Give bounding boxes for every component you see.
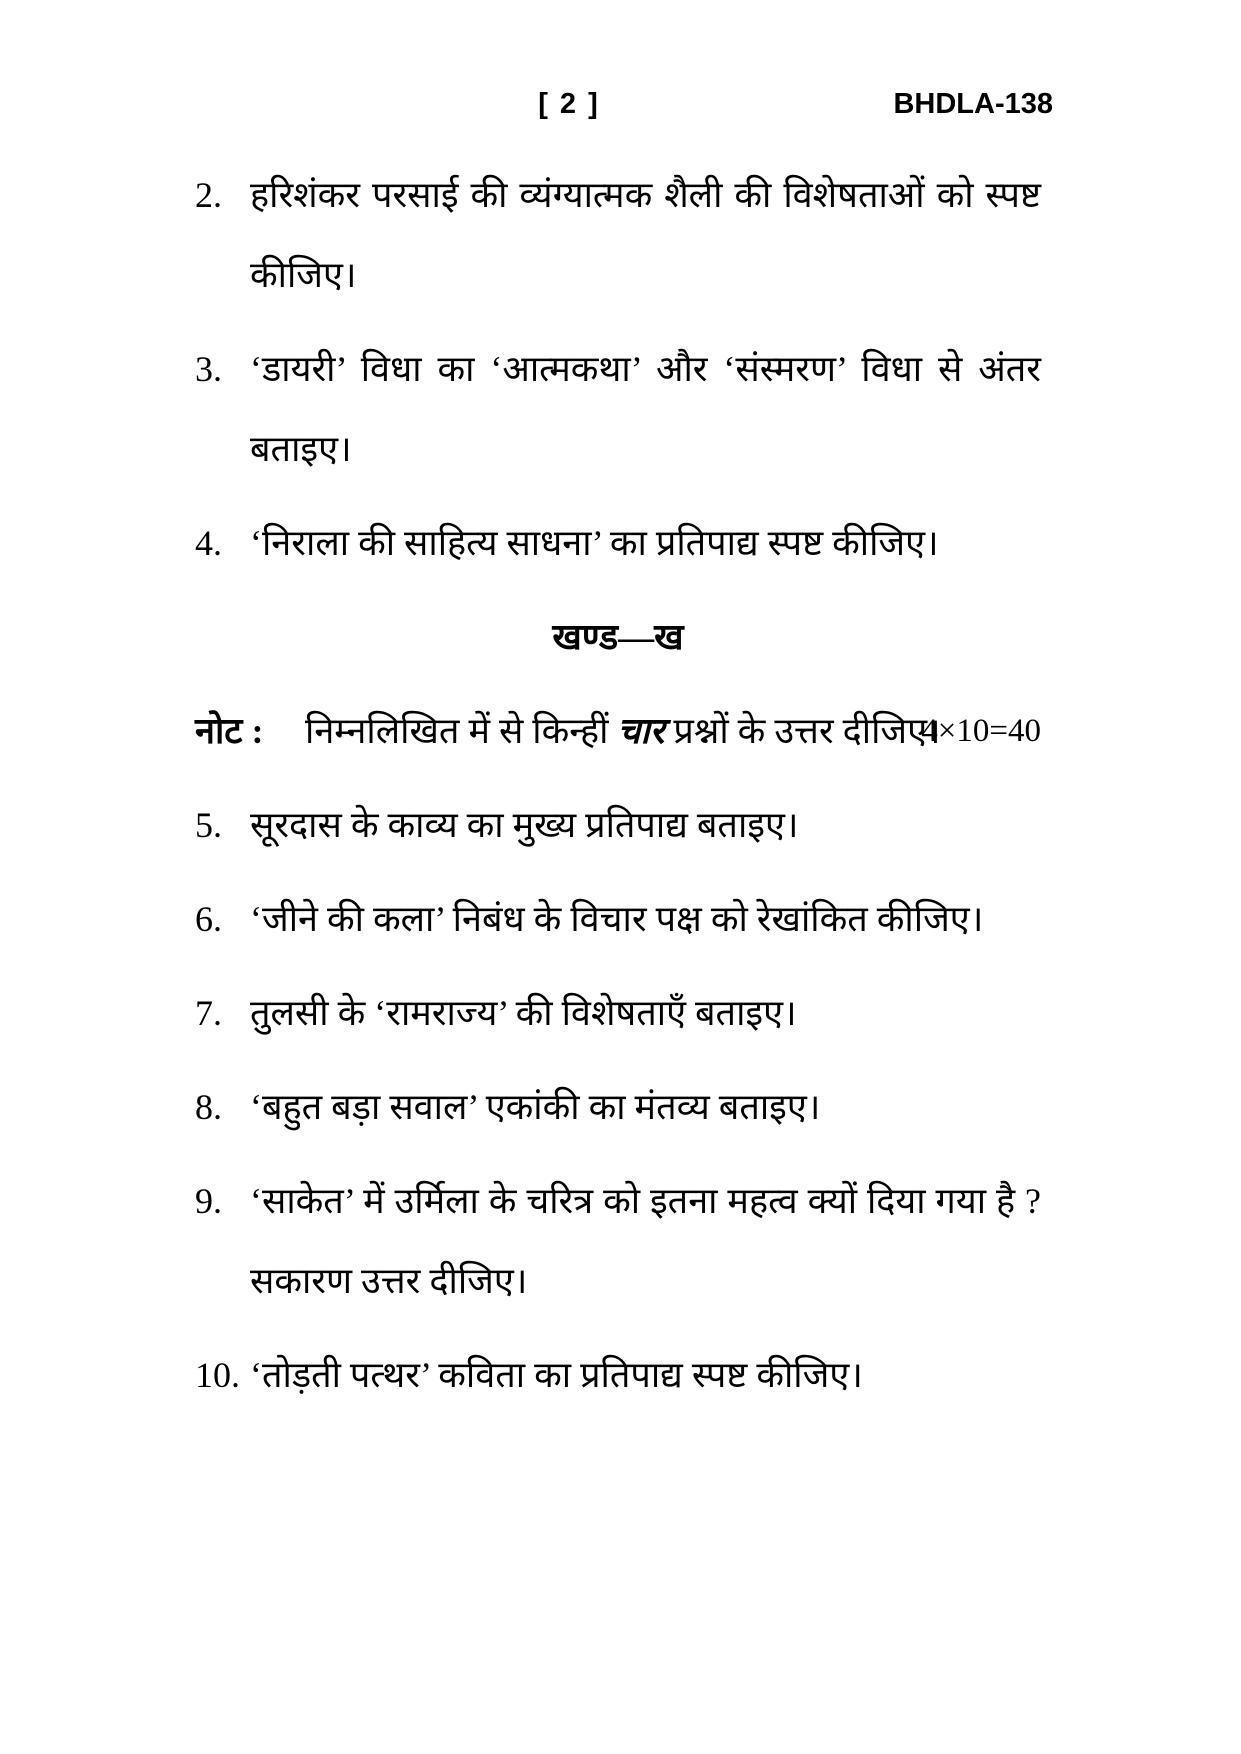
note-text-before: निम्नलिखित में से किन्हीं	[305, 711, 609, 751]
question-list	[195, 155, 1041, 1429]
question-number: 10.	[195, 1355, 240, 1395]
question-number: 7.	[195, 993, 222, 1033]
paper-code: BHDLA-138	[893, 88, 1053, 120]
page-number: [ 2 ]	[538, 88, 600, 120]
question-text: ‘तोड़ती पत्थर’ कविता का प्रतिपाद्य स्पष्ट कीजिए।	[250, 1355, 863, 1395]
question-item	[195, 785, 1041, 865]
note-text-after: प्रश्नों के उत्तर दीजिए।	[673, 711, 941, 751]
question-item	[195, 1335, 1041, 1415]
question-number: 9.	[195, 1181, 222, 1221]
question-item	[195, 1067, 1041, 1147]
question-text: ‘डायरी’ विधा का ‘आत्मकथा’ और ‘संस्मरण’ विधा से अंतर बताइए।	[250, 349, 1041, 469]
question-number: 3.	[195, 349, 222, 389]
marks-value: 4×10=40	[921, 713, 1041, 749]
question-item	[195, 503, 1041, 583]
page-header	[195, 86, 1053, 130]
question-number: 8.	[195, 1087, 222, 1127]
question-text: ‘साकेत’ में उर्मिला के चरित्र को इतना महत्व क्यों दिया गया है ? सकारण उत्तर दीजिए।	[250, 1181, 1041, 1301]
question-number: 4.	[195, 523, 222, 563]
question-text: ‘जीने की कला’ निबंध के विचार पक्ष को रेखांकित कीजिए।	[250, 899, 984, 939]
question-item	[195, 1161, 1041, 1321]
question-text: हरिशंकर परसाई की व्यंग्यात्मक शैली की विशेषताओं को स्पष्ट कीजिए।	[250, 175, 1041, 295]
question-item	[195, 973, 1041, 1053]
question-text: ‘निराला की साहित्य साधना’ का प्रतिपाद्य स्पष्ट कीजिए।	[250, 523, 939, 563]
question-number: 6.	[195, 899, 222, 939]
question-number: 5.	[195, 805, 222, 845]
question-number: 2.	[195, 175, 222, 215]
question-text: सूरदास के काव्य का मुख्य प्रतिपाद्य बताइए।	[250, 805, 799, 845]
question-item	[195, 879, 1041, 959]
question-item	[195, 155, 1041, 315]
note-row	[195, 691, 1041, 771]
question-item	[195, 329, 1041, 489]
note-label: नोट :	[195, 711, 264, 751]
note-bold-word: चार	[617, 711, 665, 751]
section-heading: खण्ड—ख	[552, 617, 684, 657]
question-text: तुलसी के ‘रामराज्य’ की विशेषताएँ बताइए।	[250, 993, 797, 1033]
question-text: ‘बहुत बड़ा सवाल’ एकांकी का मंतव्य बताइए।	[250, 1087, 821, 1127]
